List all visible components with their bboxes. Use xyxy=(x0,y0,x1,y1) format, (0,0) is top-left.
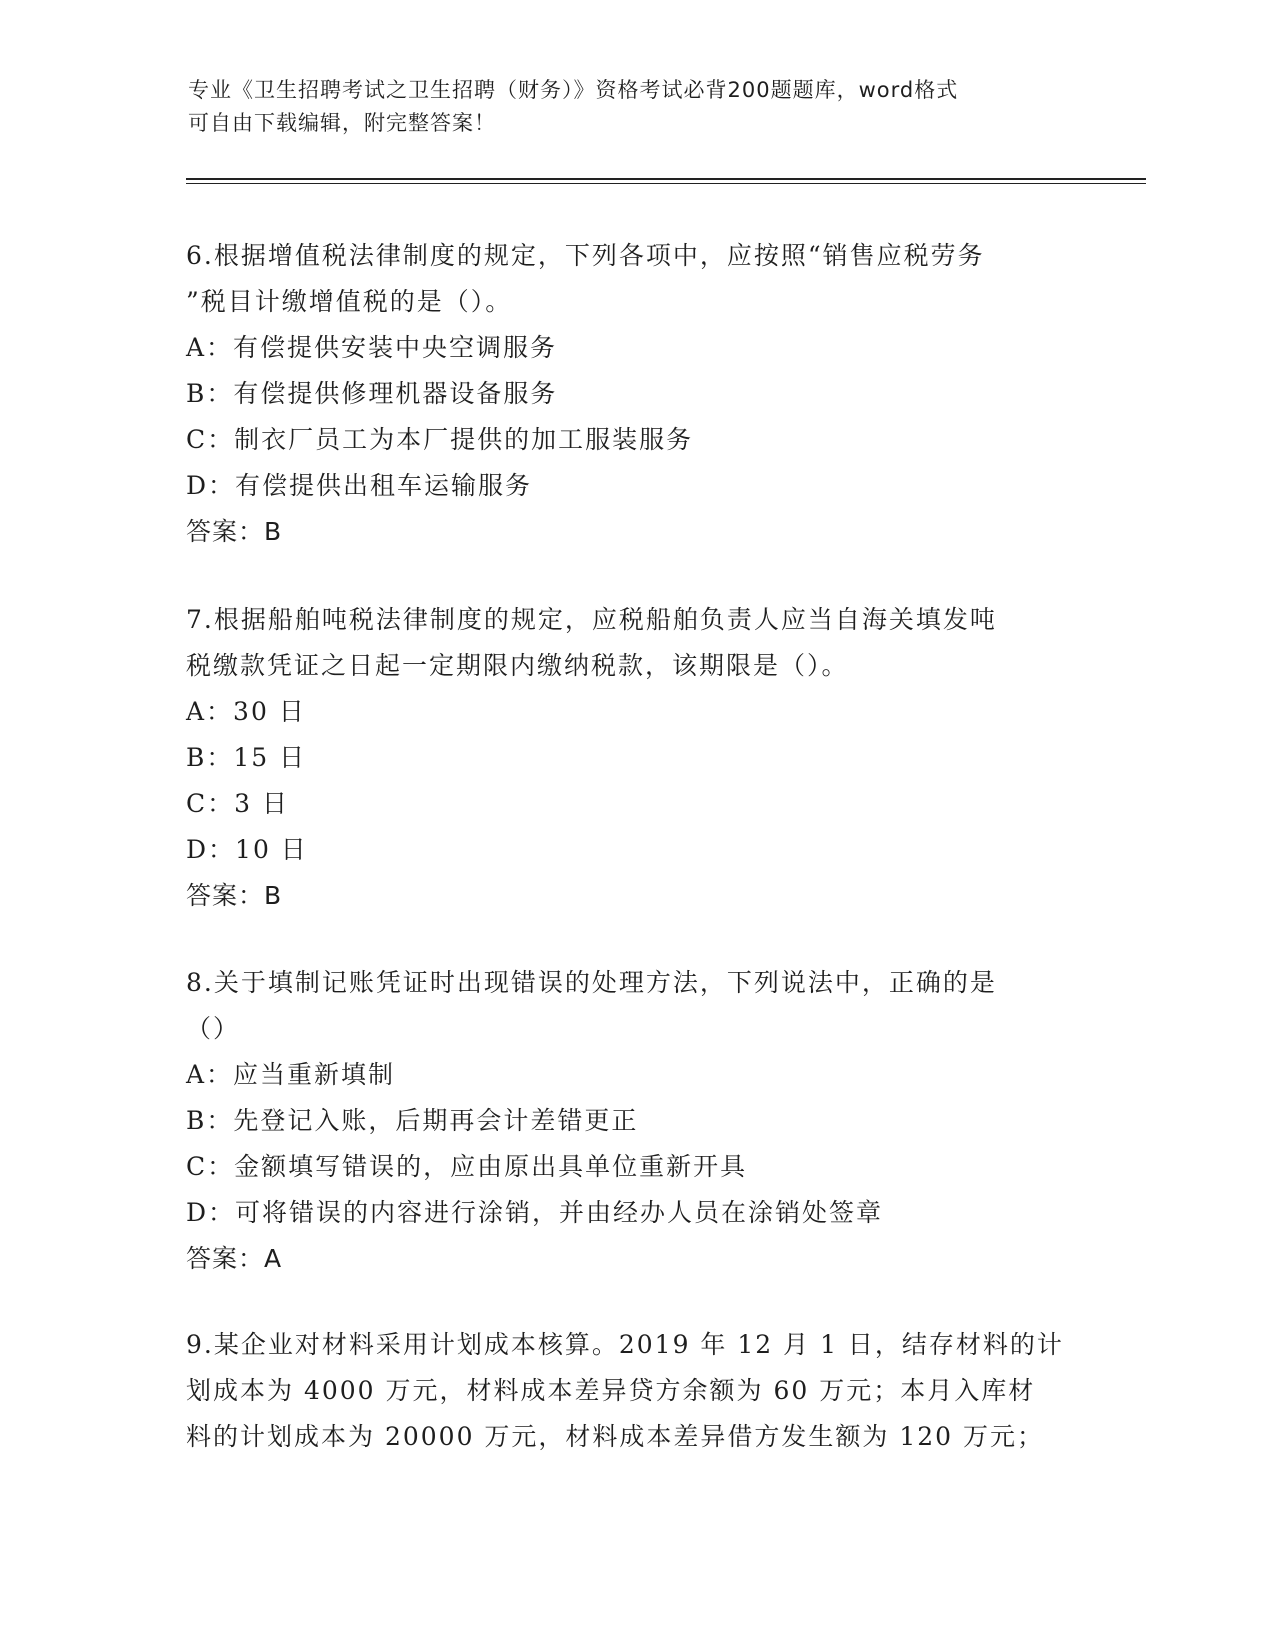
question-8 xyxy=(186,960,1086,1282)
question-9 xyxy=(186,1322,1086,1460)
answer-value: B xyxy=(264,881,283,910)
answer-label: 答案： xyxy=(186,881,265,910)
option-c: C：金额填写错误的，应由原出具单位重新开具 xyxy=(186,1152,748,1181)
header-divider-thin xyxy=(186,183,1146,184)
answer-line xyxy=(186,1236,1086,1282)
question-text: 6.根据增值税法律制度的规定，下列各项中，应按照“销售应税劳务 xyxy=(186,241,985,270)
question-text: 税缴款凭证之日起一定期限内缴纳税款，该期限是（）。 xyxy=(186,651,849,680)
option-a: A：应当重新填制 xyxy=(186,1060,396,1089)
option-d: D：可将错误的内容进行涂销，并由经办人员在涂销处签章 xyxy=(186,1198,884,1227)
question-text: 7.根据船舶吨税法律制度的规定，应税船舶负责人应当自海关填发吨 xyxy=(186,605,997,634)
option-d: D：有偿提供出租车运输服务 xyxy=(186,471,533,500)
option-d: D：10 日 xyxy=(186,835,308,864)
option-a: A：有偿提供安装中央空调服务 xyxy=(186,333,558,362)
answer-line xyxy=(186,509,1086,555)
answer-value: B xyxy=(264,517,283,546)
option-c: C：制衣厂员工为本厂提供的加工服装服务 xyxy=(186,425,694,454)
answer-label: 答案： xyxy=(186,517,265,546)
question-text: ”税目计缴增值税的是（）。 xyxy=(186,287,513,316)
question-text: （） xyxy=(186,1014,241,1043)
question-text: 划成本为 4000 万元，材料成本差异贷方余额为 60 万元；本月入库材 xyxy=(186,1376,1036,1405)
question-text: 9.某企业对材料采用计划成本核算。2019 年 12 月 1 日，结存材料的计 xyxy=(186,1330,1064,1359)
option-a: A：30 日 xyxy=(186,697,306,726)
header-line: 可自由下载编辑，附完整答案！ xyxy=(188,111,496,135)
header-line: 专业《卫生招聘考试之卫生招聘（财务）》资格考试必背200题题库，word格式 xyxy=(188,78,959,102)
option-c: C：3 日 xyxy=(186,789,289,818)
option-b: B：有偿提供修理机器设备服务 xyxy=(186,379,558,408)
option-b: B：先登记入账，后期再会计差错更正 xyxy=(186,1106,639,1135)
document-header xyxy=(188,74,1088,140)
question-6 xyxy=(186,233,1086,555)
question-text: 8.关于填制记账凭证时出现错误的处理方法，下列说法中，正确的是 xyxy=(186,968,997,997)
question-7 xyxy=(186,597,1086,919)
answer-label: 答案： xyxy=(186,1244,265,1273)
option-b: B：15 日 xyxy=(186,743,307,772)
answer-line xyxy=(186,873,1086,919)
answer-value: A xyxy=(264,1244,283,1273)
question-text: 料的计划成本为 20000 万元，材料成本差异借方发生额为 120 万元； xyxy=(186,1422,1045,1451)
header-divider xyxy=(186,178,1146,180)
